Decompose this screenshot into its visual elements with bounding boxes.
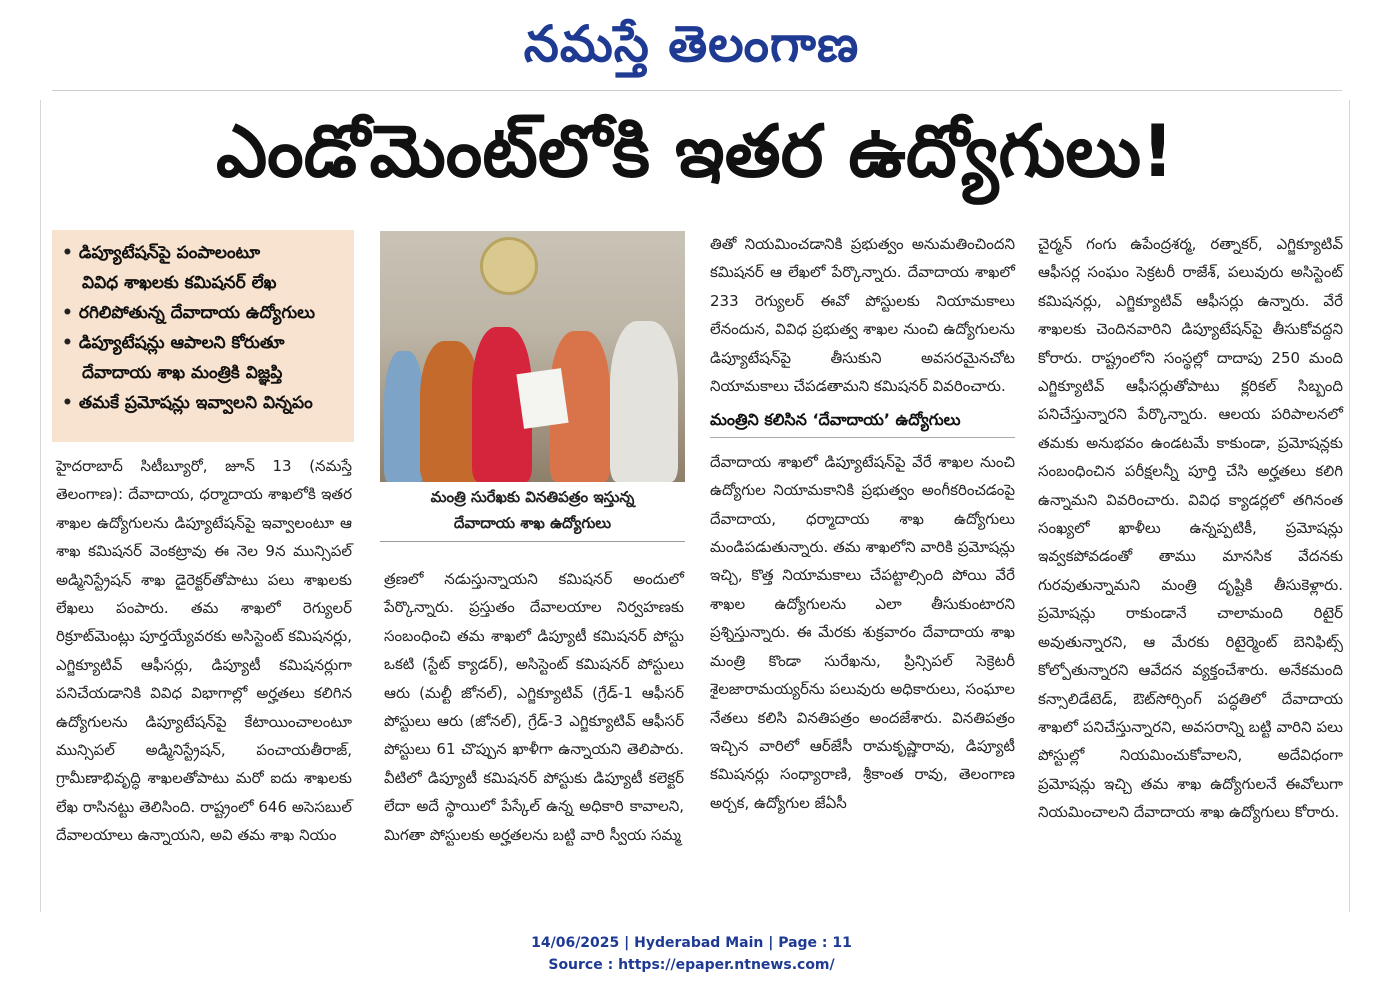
highlight-text: దేవాదాయ శాఖ మంత్రికి విజ్ఞప్తి — [82, 363, 283, 383]
right-border-line — [1349, 100, 1350, 912]
article-headline: ఎండోమెంట్‌లోకి ఇతర ఉద్యోగులు! — [215, 109, 1175, 193]
person-figure — [610, 321, 678, 482]
masthead-divider — [52, 90, 1342, 91]
paragraph: త్రణలో నడుస్తున్నాయని కమిషనర్ అందులో పేర్కొన్నారు. ప్రస్తుతం దేవాలయాల నిర్వహణకు సంబంధించి తమ శాఖలో డిప్యూటీ కమిషనర్ పోస్టు ఒకటి (స్టేట్ క్యాడర్), అసిస్టెంట్ కమిషనర్ పోస్టులు ఆరు (మల్టీ జోనల్), ఎగ్జిక్యూటివ్ (గ్రేడ్-1 ఆఫీసర్ పోస్టులు ఆరు (జోనల్), గ్రేడ్-3 ఎగ్జిక్యూటివ్ ఆఫీసర్ పోస్టులు 61 చొప్పున ఖాళీగా ఉన్నాయని తెలిపారు. వీటిలో డిప్యూటీ కమిషనర్ పోస్టుకు డిప్యూటీ కలెక్టర్ లేదా అదే స్థాయిలో పేస్కేల్ ఉన్న అధికారి కావాలని, మిగతా పోస్టులకు అర్హతలను బట్టి వారి స్వీయ సమ్మ — [384, 570, 684, 844]
photo-caption — [380, 484, 685, 542]
section-subheading: మంత్రిని కలిసిన ‘దేవాదాయ’ ఉద్యోగులు — [710, 404, 1015, 437]
state-emblem-icon — [480, 237, 538, 295]
highlight-item — [62, 298, 346, 328]
article-column-2 — [384, 565, 684, 849]
bullet-icon: • — [62, 393, 73, 413]
highlight-text: డిప్యూటేషన్‌పై పంపాలంటూ — [78, 243, 261, 263]
person-figure — [384, 351, 424, 482]
highlight-text: రగిలిపోతున్న దేవాదాయ ఉద్యోగులు — [78, 303, 316, 323]
highlight-text: డిప్యూటేషన్లు ఆపాలని కోరుతూ — [78, 333, 285, 353]
bullet-icon: • — [62, 243, 73, 263]
highlight-item — [62, 328, 346, 388]
caption-line: దేవాదాయ శాఖ ఉద్యోగులు — [453, 514, 612, 532]
newspaper-masthead: నమస్తే తెలంగాణ — [523, 15, 860, 73]
article-column-3 — [710, 230, 1015, 817]
article-column-4 — [1038, 230, 1343, 827]
edition-info: 14/06/2025 | Hyderabad Main | Page : 11 — [531, 935, 852, 951]
bullet-icon: • — [62, 303, 73, 323]
source-link[interactable]: Source : https://epaper.ntnews.com/ — [548, 957, 835, 973]
caption-line: మంత్రి సురేఖకు వినతిపత్రం ఇస్తున్న — [430, 488, 635, 506]
highlights-box — [52, 230, 354, 442]
paragraph: చైర్మన్ గంగు ఉపేంద్రశర్మ, రత్నాకర్, ఎగ్జిక్యూటివ్ ఆఫీసర్ల సంఘం సెక్రటరీ రాజేశ్, పలువురు అసిస్టెంట్ కమిషనర్లు, ఎగ్జిక్యూటివ్ ఆఫీసర్లు ఉన్నారు. వేరే శాఖలకు చెందినవారిని డిప్యూటేషన్‌పై తీసుకోవద్దని కోరారు. రాష్ట్రంలోని సంస్థల్లో దాదాపు 250 మంది ఎగ్జిక్యూటివ్ ఆఫీసర్లుతోపాటు క్లరికల్ సిబ్బంది పనిచేస్తున్నారని పేర్కొన్నారు. ఆలయ పరిపాలనలో తమకు అనుభవం ఉండటమే కాకుండా, ప్రమోషన్లకు సంబంధించిన పరీక్షలన్నీ పూర్తి చేసి అర్హతలు కలిగి ఉన్నామని వివరించారు. వివిధ క్యాడర్లలో తగినంత సంఖ్యలో ఖాళీలు ఉన్నప్పటికీ, ప్రమోషన్లు ఇవ్వకపోవడంతో తాము మానసిక వేదనకు గురవుతున్నామని మంత్రి దృష్టికి తీసుకెళ్లారు. ప్రమోషన్లు రాకుండానే చాలామంది రిటైర్ అవుతున్నారని, ఆ మేరకు రిటైర్మెంట్ బెనిఫిట్స్ కోల్పోతున్నారని ఆవేదన వ్యక్తంచేశారు. అనేకమంది కన్సాలిడేటెడ్, ఔట్‌సోర్సింగ్ పద్ధతిలో దేవాదాయ శాఖలో పనిచేస్తున్నారని, అవసరాన్ని బట్టి వారిని పలు పోస్టుల్లో నియమించుకోవాలని, అదేవిధంగా ప్రమోషన్లు ఇచ్చి తమ శాఖ ఉద్యోగులనే ఈవోలుగా నియమించాలని దేవాదాయ శాఖ ఉద్యోగులు కోరారు. — [1038, 235, 1343, 822]
highlight-text: తమకే ప్రమోషన్లు ఇవ్వాలని విన్నపం — [78, 393, 313, 413]
person-figure — [420, 341, 480, 482]
highlight-text: వివిధ శాఖలకు కమిషనర్ లేఖ — [82, 273, 277, 293]
page-footer — [0, 932, 1383, 976]
highlight-item — [62, 238, 346, 298]
paragraph: దేవాదాయ శాఖలో డిప్యూటేషన్‌పై వేరే శాఖల నుంచి ఉద్యోగుల నియామకానికి ప్రభుత్వం అంగీకరించడంపై దేవాదాయ, ధర్మాదాయ శాఖ ఉద్యోగులు మండిపడుతున్నారు. తమ శాఖలోని వారికి ప్రమోషన్లు ఇచ్చి, కొత్త నియామకాలు చేపట్టాల్సింది పోయి వేరే శాఖల ఉద్యోగులను ఎలా తీసుకుంటారని ప్రశ్నిస్తున్నారు. ఈ మేరకు శుక్రవారం దేవాదాయ శాఖ మంత్రి కొండా సురేఖను, ప్రిన్సిపల్ సెక్రెటరీ శైలజారామయ్యర్‌ను పలువురు అధికారులు, సంఘాల నేతలు కలిసి వినతిపత్రం అందజేశారు. వినతిపత్రం ఇచ్చిన వారిలో ఆర్‌జేసీ రామకృష్ణారావు, డిప్యూటీ కమిషనర్లు సంధ్యారాణి, శ్రీకాంత రావు, తెలంగాణ అర్చక, ఉద్యోగుల జేఏసీ — [710, 452, 1015, 812]
paragraph: తితో నియమించడానికి ప్రభుత్వం అనుమతించిందని కమిషనర్ ఆ లేఖలో పేర్కొన్నారు. దేవాదాయ శాఖలో 233 రెగ్యులర్ ఈవో పోస్టులకు నియామకాలు లేనందున, వివిధ ప్రభుత్వ శాఖల నుంచి ఉద్యోగులను డిప్యూటేషన్‌పై తీసుకుని అవసరమైనచోట నియామకాలు చేపడతామని కమిషనర్ వివరించారు. — [710, 235, 1015, 396]
paragraph: హైదరాబాద్ సిటీబ్యూరో, జూన్ 13 (నమస్తే తెలంగాణ): దేవాదాయ, ధర్మాదాయ శాఖలోకి ఇతర శాఖల ఉద్యోగులను డిప్యూటేషన్‌పై ఇవ్వాలంటూ ఆ శాఖ కమిషనర్ వెంకట్రావు ఈ నెల 9న మున్సిపల్ అడ్మినిస్ట్రేషన్ శాఖ డైరెక్టర్‌తోపాటు పలు శాఖలకు లేఖలు పంపారు. తమ శాఖలో రెగ్యులర్ రిక్రూట్‌మెంట్లు పూర్తయ్యేవరకు అసిస్టెంట్ కమిషనర్లు, ఎగ్జిక్యూటివ్ ఆఫీసర్లు, డిప్యూటీ కమిషనర్లుగా పనిచేయడానికి వివిధ విభాగాల్లో అర్హతలు కలిగిన ఉద్యోగులను డిప్యూటేషన్‌పై కేటాయించాలంటూ మున్సిపల్ అడ్మినిస్ట్రేషన్, పంచాయతీరాజ్, గ్రామీణాభివృద్ధి శాఖలతోపాటు మరో ఐదు శాఖలకు లేఖ రాసినట్టు తెలిసింది. రాష్ట్రంలో 646 అసెసబుల్ దేవాలయాలు ఉన్నాయని, అవి తమ శాఖ నియం — [56, 457, 353, 845]
left-border-line — [40, 100, 41, 912]
news-photo — [380, 231, 685, 482]
petition-paper — [516, 368, 568, 429]
bullet-icon: • — [62, 333, 73, 353]
highlight-item — [62, 388, 346, 418]
article-column-1 — [56, 452, 352, 850]
